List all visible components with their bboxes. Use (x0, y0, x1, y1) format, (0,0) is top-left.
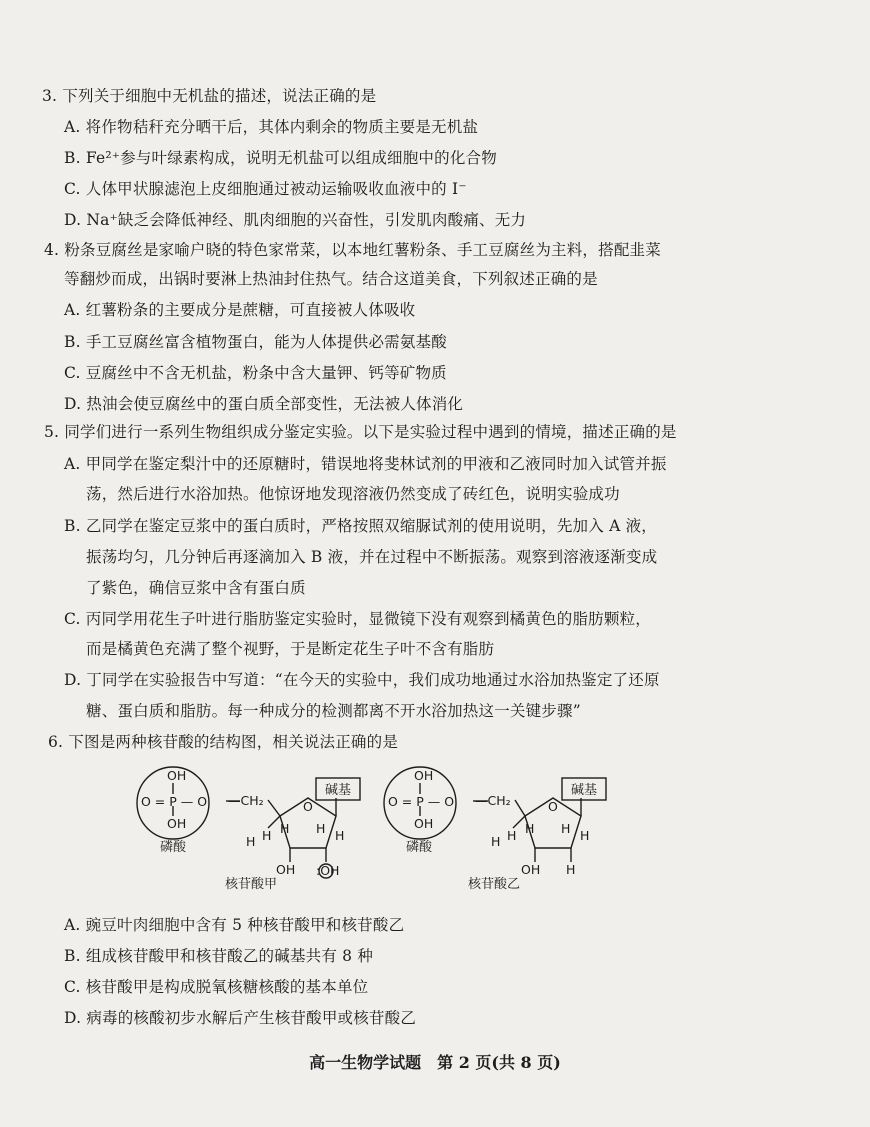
bleed-through-text (470, 110, 624, 130)
h-a1: H (262, 828, 272, 843)
question-4-option-a: A. 红薯粉条的主要成分是蔗糖，可直接被人体吸收 (64, 301, 416, 319)
question-5-option-d-line-2: 糖、蛋白质和脂肪。每一种成分的检测都离不开水浴加热这一关键步骤” (86, 702, 581, 720)
h-b1: H (507, 828, 517, 843)
question-5-option-d-line-1: D. 丁同学在实验报告中写道：“在今天的实验中，我们成功地通过水浴加热鉴定了还原 (64, 671, 660, 689)
question-3-stem: 3. 下列关于细胞中无机盐的描述，说法正确的是 (42, 87, 377, 105)
question-5-option-a-line-2: 荡，然后进行水浴加热。他惊讶地发现溶液仍然变成了砖红色，说明实验成功 (86, 485, 620, 503)
phosphate-p-a: O = P — O (141, 794, 208, 809)
ch2-b: —CH₂ (475, 793, 511, 808)
phosphate-oh-bottom-b: OH (414, 816, 434, 831)
ring-o-b: O (548, 799, 558, 814)
label-nucleotide-a: 核苷酸甲 (225, 877, 278, 892)
question-4-option-c: C. 豆腐丝中不含无机盐，粉条中含大量钾、钙等矿物质 (64, 364, 447, 382)
question-4-option-b: B. 手工豆腐丝富含植物蛋白，能为人体提供必需氨基酸 (64, 333, 447, 351)
question-3-option-c: C. 人体甲状腺滤泡上皮细胞通过被动运输吸收血液中的 I⁻ (64, 180, 467, 198)
page-footer: 高一生物学试题 第 2 页(共 8 页) (309, 1053, 561, 1072)
ch2-a: —CH₂ (228, 793, 264, 808)
question-4-option-d: D. 热油会使豆腐丝中的蛋白质全部变性，无法被人体消化 (64, 395, 464, 413)
h-a4: H (335, 828, 345, 843)
phosphate-oh-top-a: OH (167, 768, 187, 783)
h-a5: H (246, 834, 256, 849)
phosphate-oh-top-b: OH (414, 768, 434, 783)
question-5-option-b-line-2: 振荡均匀，几分钟后再逐滴加入 B 液，并在过程中不断振荡。观察到溶液逐渐变成 (86, 548, 658, 566)
question-5-stem: 5. 同学们进行一系列生物组织成分鉴定实验。以下是实验过程中遇到的情境，描述正确的是 (44, 423, 677, 441)
base-label-b: 碱基 (571, 783, 598, 798)
question-6-stem: 6. 下图是两种核苷酸的结构图，相关说法正确的是 (48, 733, 399, 751)
question-5-option-b-line-1: B. 乙同学在鉴定豆浆中的蛋白质时，严格按照双缩脲试剂的使用说明，先加入 A 液， (64, 517, 657, 535)
question-6-option-a: A. 豌豆叶肉细胞中含有 5 种核苷酸甲和核苷酸乙 (64, 916, 405, 934)
phosphate-label-b: 磷酸 (406, 840, 433, 855)
question-3-option-d: D. Na⁺缺乏会降低神经、肌肉细胞的兴奋性，引发肌肉酸痛、无力 (64, 211, 527, 229)
h-a3: H (316, 821, 326, 836)
question-6-option-c: C. 核苷酸甲是构成脱氧核糖核酸的基本单位 (64, 978, 369, 996)
h-b4: H (580, 828, 590, 843)
ring-oh-lone-pair: :OH (316, 863, 340, 878)
question-4-stem-line-1: 4. 粉条豆腐丝是家喻户晓的特色家常菜，以本地红薯粉条、手工豆腐丝为主料，搭配韭菜 (44, 241, 661, 259)
question-5-option-b-line-3: 了紫色，确信豆浆中含有蛋白质 (86, 579, 306, 597)
nucleotide-diagram (130, 758, 690, 893)
question-5-option-a-line-1: A. 甲同学在鉴定梨汁中的还原糖时，错误地将斐林试剂的甲液和乙液同时加入试管并振 (64, 455, 667, 473)
phosphate-oh-bottom-a: OH (167, 816, 187, 831)
question-4-stem-line-2: 等翻炒而成，出锅时要淋上热油封住热气。结合这道美食，下列叙述正确的是 (64, 270, 598, 288)
question-6-option-b: B. 组成核苷酸甲和核苷酸乙的碱基共有 8 种 (64, 947, 374, 965)
h-a2: H (280, 821, 290, 836)
ring-oh-a: OH (276, 862, 296, 877)
question-5-option-c-line-2: 而是橘黄色充满了整个视野，于是断定花生子叶不含有脂肪 (86, 640, 495, 658)
question-3-option-a: A. 将作物秸秆充分晒干后，其体内剩余的物质主要是无机盐 (64, 118, 479, 136)
question-5-option-c-line-1: C. 丙同学用花生子叶进行脂肪鉴定实验时，显微镜下没有观察到橘黄色的脂肪颗粒， (64, 610, 651, 628)
base-label-a: 碱基 (325, 783, 352, 798)
ring-o-a: O (303, 799, 313, 814)
ring-oh-b: OH (521, 862, 541, 877)
h-b6: H (566, 862, 576, 877)
question-3-option-b: B. Fe²⁺参与叶绿素构成，说明无机盐可以组成细胞中的化合物 (64, 149, 497, 167)
phosphate-p-b: O = P — O (388, 794, 455, 809)
question-6-option-d: D. 病毒的核酸初步水解后产生核苷酸甲或核苷酸乙 (64, 1009, 417, 1027)
h-b5: H (491, 834, 501, 849)
phosphate-label-a: 磷酸 (160, 840, 187, 855)
label-nucleotide-b: 核苷酸乙 (468, 877, 521, 892)
h-b3: H (561, 821, 571, 836)
h-b2: H (525, 821, 535, 836)
